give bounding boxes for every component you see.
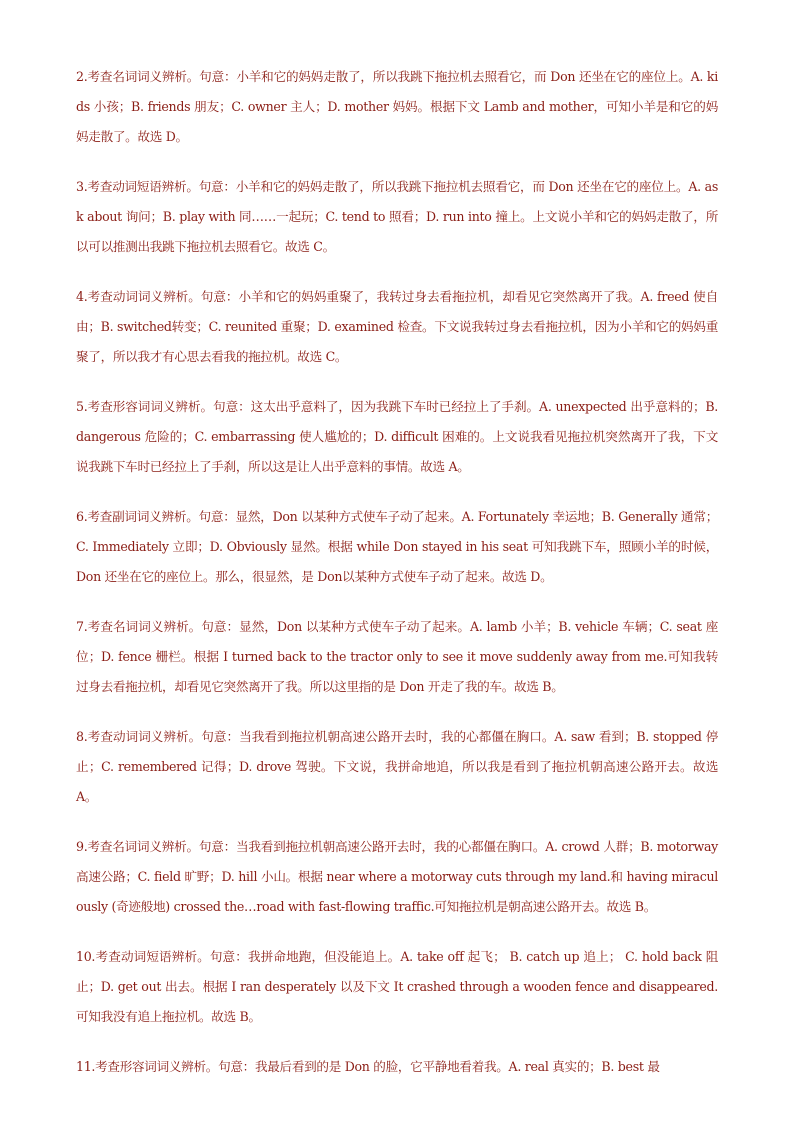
document-page xyxy=(76,62,718,1102)
answer-explanation-3: 3.考查动词短语辨析。句意：小羊和它的妈妈走散了，所以我跳下拖拉机去照看它，而 Don 还坐在它的座位上。A. ask about 询问；B. play with 同……一起玩；C. tend to 照看；D. run into 撞上。上文说小羊和它的妈妈走散了，所以可以推测出我跳下拖拉机去照看它。故选 C。 xyxy=(76,179,718,254)
answer-explanation-5: 5.考查形容词词义辨析。句意：这太出乎意料了，因为我跳下车时已经拉上了手刹。A. unexpected 出乎意料的；B. dangerous 危险的；C. embarrassing 使人尴尬的；D. difficult 困难的。上文说我看见拖拉机突然离开了我，下文说我跳下车时已经拉上了手刹，所以这是让人出乎意料的事情。故选 A。 xyxy=(76,399,718,474)
answer-explanation-8: 8.考查动词词义辨析。句意：当我看到拖拉机朝高速公路开去时，我的心都僵在胸口。A. saw 看到；B. stopped 停止；C. remembered 记得；D. drove 驾驶。下文说，我拼命地追，所以我是看到了拖拉机朝高速公路开去。故选 A。 xyxy=(76,729,718,804)
answer-explanation-10: 10.考查动词短语辨析。句意：我拼命地跑，但没能追上。A. take off 起飞； B. catch up 追上； C. hold back 阻止；D. get out 出去。根据 I ran desperately 以及下文 It crashed through a wooden fence and disappeared.可知我没有追上拖拉机。故选 B。 xyxy=(76,949,718,1024)
answer-explanation-2: 2.考查名词词义辨析。句意：小羊和它的妈妈走散了，所以我跳下拖拉机去照看它，而 Don 还坐在它的座位上。A. kids 小孩；B. friends 朋友；C. owner 主人；D. mother 妈妈。根据下文 Lamb and mother，可知小羊是和它的妈妈走散了。故选 D。 xyxy=(76,69,718,144)
answer-explanation-11: 11.考查形容词词义辨析。句意：我最后看到的是 Don 的脸，它平静地看着我。A. real 真实的；B. best 最 xyxy=(76,1059,660,1074)
answer-explanation-4: 4.考查动词词义辨析。句意：小羊和它的妈妈重聚了，我转过身去看拖拉机，却看见它突然离开了我。A. freed 使自由；B. switched转变；C. reunited 重聚；D. examined 检查。下文说我转过身去看拖拉机，因为小羊和它的妈妈重聚了，所以我才有心思去看我的拖拉机。故选 C。 xyxy=(76,289,718,364)
answer-explanation-9: 9.考查名词词义辨析。句意：当我看到拖拉机朝高速公路开去时，我的心都僵在胸口。A. crowd 人群；B. motorway 高速公路；C. field 旷野；D. hill 小山。根据 near where a motorway cuts through my land.和 having miraculously (奇迹般地) crossed the…road with fast-flowing traffic.可知拖拉机是朝高速公路开去。故选 B。 xyxy=(76,839,718,914)
answer-explanation-7: 7.考查名词词义辨析。句意：显然，Don 以某种方式使车子动了起来。A. lamb 小羊；B. vehicle 车辆；C. seat 座位；D. fence 栅栏。根据 I turned back to the tractor only to see it move suddenly away from me.可知我转过身去看拖拉机，却看见它突然离开了我。所以这里指的是 Don 开走了我的车。故选 B。 xyxy=(76,619,718,694)
answer-explanation-6: 6.考查副词词义辨析。句意：显然，Don 以某种方式使车子动了起来。A. Fortunately 幸运地；B. Generally 通常；C. Immediately 立即；D. Obviously 显然。根据 while Don stayed in his seat 可知我跳下车，照顾小羊的时候，Don 还坐在它的座位上。那么，很显然，是 Don以某种方式使车子动了起来。故选 D。 xyxy=(76,509,718,584)
